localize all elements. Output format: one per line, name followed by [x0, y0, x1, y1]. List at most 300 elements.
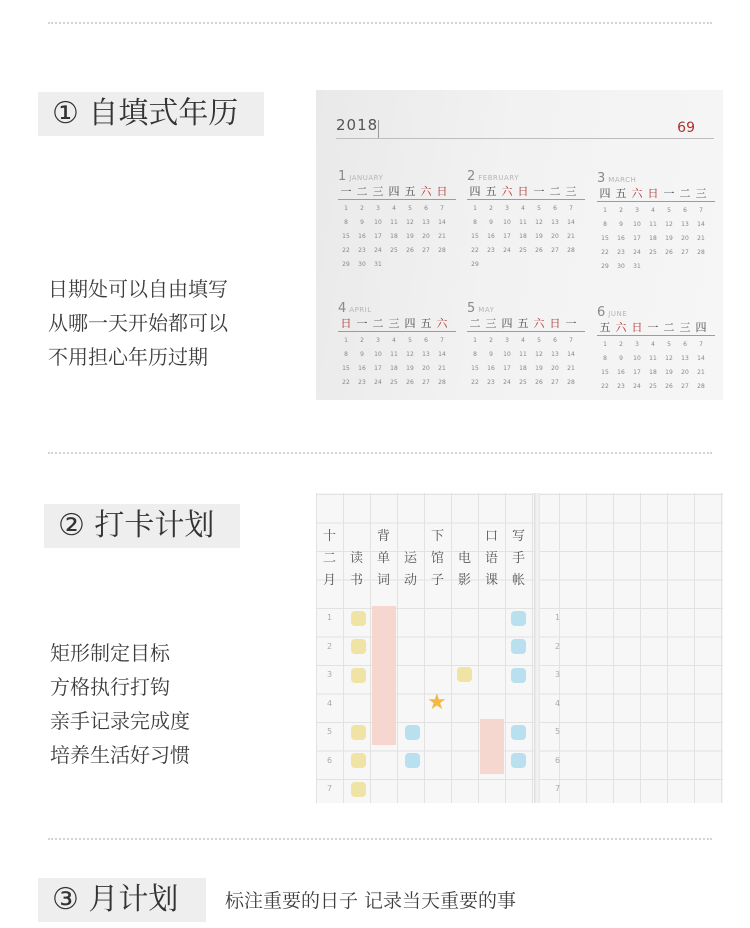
day-number: 24	[633, 383, 641, 390]
day-number: 26	[665, 383, 673, 390]
weekday-label: 五	[420, 317, 432, 330]
weekday-label: 三	[565, 185, 577, 198]
day-number: 28	[567, 379, 575, 386]
day-number: 15	[342, 365, 350, 372]
day-number: 1	[473, 337, 477, 344]
weekday-row	[338, 184, 456, 200]
day-number: 18	[390, 233, 398, 240]
day-number: 8	[344, 351, 348, 358]
section-heading-checkin: ② 打卡计划	[44, 504, 240, 548]
month-block	[338, 300, 456, 389]
header-char: 影	[457, 573, 471, 588]
row-number: 6	[326, 755, 333, 765]
day-number: 19	[535, 233, 543, 240]
check-dot	[511, 753, 526, 768]
month-name: MARCH	[608, 176, 637, 184]
check-dot	[351, 611, 366, 626]
day-number: 25	[649, 249, 657, 256]
month-title	[338, 300, 456, 316]
day-number: 17	[374, 365, 382, 372]
weekday-label: 四	[388, 185, 400, 198]
yearly-calendar-photo	[316, 90, 723, 400]
weekday-label: 六	[615, 321, 627, 334]
row-number-right: 7	[554, 784, 561, 793]
day-number: 6	[683, 207, 687, 214]
day-number: 14	[567, 351, 575, 358]
weekday-label: 五	[599, 321, 611, 334]
day-number: 2	[489, 205, 493, 212]
divider-1	[48, 452, 712, 454]
day-number: 27	[681, 383, 689, 390]
day-number: 2	[619, 207, 623, 214]
day-number: 13	[681, 221, 689, 228]
day-number: 4	[651, 341, 655, 348]
tracker-column-header	[370, 526, 397, 592]
day-grid	[338, 335, 456, 389]
yearly-line-3: 不用担心年历过期	[48, 345, 208, 369]
day-number: 20	[681, 369, 689, 376]
page-number: 69	[677, 120, 695, 136]
day-number: 7	[569, 337, 573, 344]
weekday-label: 二	[663, 321, 675, 334]
day-number: 9	[360, 351, 364, 358]
day-number: 16	[358, 365, 366, 372]
header-char: 帐	[511, 573, 525, 588]
day-number: 21	[438, 233, 446, 240]
top-divider	[48, 22, 712, 24]
row-number-right: 4	[554, 698, 561, 708]
day-number: 19	[665, 369, 673, 376]
day-number: 14	[567, 219, 575, 226]
month-number: 4	[338, 301, 347, 316]
day-number: 29	[342, 261, 350, 268]
weekday-label: 日	[517, 185, 529, 198]
day-number: 23	[487, 247, 495, 254]
day-number: 27	[422, 379, 430, 386]
header-char: 月	[322, 573, 336, 588]
header-char	[397, 526, 424, 548]
day-number: 17	[633, 235, 641, 242]
weekday-row	[597, 186, 715, 202]
weekday-row	[597, 320, 715, 336]
day-number: 13	[551, 219, 559, 226]
day-number: 6	[553, 337, 557, 344]
day-number: 18	[390, 365, 398, 372]
day-number: 6	[683, 341, 687, 348]
header-char: 单	[376, 551, 390, 566]
progress-bar-vocab	[372, 606, 396, 745]
checkin-description	[50, 636, 190, 772]
day-number: 23	[617, 249, 625, 256]
day-number: 1	[473, 205, 477, 212]
day-number: 11	[390, 351, 398, 358]
day-number: 12	[665, 355, 673, 362]
check-dot	[405, 725, 420, 740]
day-number: 22	[601, 249, 609, 256]
month-name: JUNE	[608, 310, 628, 318]
habit-tracker-photo	[316, 493, 723, 803]
day-number: 31	[633, 263, 641, 270]
day-number: 10	[503, 219, 511, 226]
yearly-description	[48, 272, 228, 374]
tracker-column-header	[478, 526, 505, 592]
day-number: 7	[569, 205, 573, 212]
header-char: 手	[511, 551, 525, 566]
weekday-label: 五	[615, 187, 627, 200]
check-dot	[511, 725, 526, 740]
day-number: 3	[635, 207, 639, 214]
year-rule	[336, 138, 714, 139]
day-number: 16	[617, 235, 625, 242]
month-block	[467, 300, 585, 389]
header-char: 二	[322, 551, 336, 566]
day-grid	[338, 203, 456, 271]
weekday-label: 四	[501, 317, 513, 330]
weekday-label: 三	[485, 317, 497, 330]
weekday-row	[467, 316, 585, 332]
day-number: 15	[601, 235, 609, 242]
day-number: 30	[358, 261, 366, 268]
check-dot	[351, 782, 366, 797]
day-number: 23	[617, 383, 625, 390]
weekday-label: 二	[372, 317, 384, 330]
header-char	[343, 526, 370, 548]
day-number: 22	[471, 379, 479, 386]
day-number: 7	[699, 341, 703, 348]
day-number: 11	[519, 351, 527, 358]
weekday-row	[338, 316, 456, 332]
month-name: APRIL	[349, 306, 372, 314]
day-number: 4	[521, 337, 525, 344]
day-number: 4	[521, 205, 525, 212]
weekday-label: 三	[679, 321, 691, 334]
row-number: 4	[326, 698, 333, 708]
day-number: 24	[374, 379, 382, 386]
month-title	[597, 170, 715, 186]
month-title	[597, 304, 715, 320]
progress-bar-oral	[480, 719, 504, 774]
day-number: 28	[438, 379, 446, 386]
day-number: 26	[665, 249, 673, 256]
row-number: 2	[326, 641, 333, 651]
weekday-label: 日	[340, 317, 352, 330]
day-number: 8	[603, 221, 607, 228]
day-number: 23	[358, 247, 366, 254]
check-dot	[351, 753, 366, 768]
day-number: 9	[619, 221, 623, 228]
month-number: 6	[597, 305, 606, 320]
weekday-label: 五	[517, 317, 529, 330]
day-number: 1	[603, 341, 607, 348]
day-number: 2	[619, 341, 623, 348]
day-number: 18	[519, 365, 527, 372]
divider-2	[48, 838, 712, 840]
weekday-label: 一	[565, 317, 577, 330]
header-char: 课	[484, 573, 498, 588]
weekday-label: 日	[631, 321, 643, 334]
day-grid	[467, 203, 585, 271]
weekday-label: 五	[404, 185, 416, 198]
day-number: 4	[392, 337, 396, 344]
day-number: 25	[519, 379, 527, 386]
checkin-line-3: 亲手记录完成度	[50, 709, 190, 733]
day-number: 15	[601, 369, 609, 376]
day-number: 26	[406, 247, 414, 254]
day-number: 30	[617, 263, 625, 270]
day-number: 1	[344, 205, 348, 212]
day-number: 11	[519, 219, 527, 226]
day-number: 27	[551, 247, 559, 254]
day-number: 25	[390, 379, 398, 386]
weekday-label: 四	[599, 187, 611, 200]
month-number: 2	[467, 169, 476, 184]
day-number: 25	[390, 247, 398, 254]
day-number: 3	[376, 205, 380, 212]
day-number: 27	[551, 379, 559, 386]
yearly-line-1: 日期处可以自由填写	[48, 277, 228, 301]
day-number: 24	[633, 249, 641, 256]
day-number: 10	[374, 219, 382, 226]
weekday-label: 二	[679, 187, 691, 200]
day-number: 7	[699, 207, 703, 214]
monthly-description: 标注重要的日子 记录当天重要的事	[225, 890, 517, 912]
checkin-line-4: 培养生活好习惯	[50, 743, 190, 767]
day-number: 9	[489, 219, 493, 226]
tracker-column-header	[316, 526, 343, 592]
check-dot	[351, 639, 366, 654]
weekday-label: 一	[647, 321, 659, 334]
day-number: 24	[374, 247, 382, 254]
day-number: 12	[406, 219, 414, 226]
day-number: 21	[567, 233, 575, 240]
day-number: 15	[471, 233, 479, 240]
check-dot	[511, 668, 526, 683]
weekday-label: 四	[469, 185, 481, 198]
check-dot	[511, 639, 526, 654]
row-number-right: 1	[554, 613, 561, 622]
day-number: 10	[633, 355, 641, 362]
day-number: 8	[344, 219, 348, 226]
weekday-label: 四	[695, 321, 707, 334]
weekday-label: 六	[420, 185, 432, 198]
day-number: 18	[519, 233, 527, 240]
weekday-label: 六	[436, 317, 448, 330]
day-number: 4	[392, 205, 396, 212]
day-number: 3	[635, 341, 639, 348]
day-number: 12	[535, 351, 543, 358]
day-number: 20	[551, 233, 559, 240]
day-number: 9	[360, 219, 364, 226]
day-number: 31	[374, 261, 382, 268]
day-number: 3	[376, 337, 380, 344]
calendar-year: 2018	[336, 116, 379, 134]
notebook-spine	[534, 493, 540, 803]
checkin-line-1: 矩形制定目标	[50, 641, 170, 665]
day-number: 11	[649, 355, 657, 362]
day-number: 10	[633, 221, 641, 228]
day-number: 21	[438, 365, 446, 372]
star-sticker-icon: ★	[427, 690, 447, 715]
weekday-label: 日	[436, 185, 448, 198]
day-number: 2	[489, 337, 493, 344]
row-number: 3	[326, 670, 333, 679]
day-number: 14	[438, 351, 446, 358]
weekday-label: 三	[372, 185, 384, 198]
day-number: 2	[360, 205, 364, 212]
header-char: 电	[457, 551, 471, 566]
day-number: 5	[537, 205, 541, 212]
weekday-label: 日	[549, 317, 561, 330]
day-number: 19	[406, 365, 414, 372]
day-number: 9	[489, 351, 493, 358]
weekday-label: 三	[388, 317, 400, 330]
tracker-column-header	[397, 526, 424, 592]
day-number: 5	[408, 337, 412, 344]
day-number: 23	[487, 379, 495, 386]
day-number: 20	[422, 365, 430, 372]
weekday-label: 一	[340, 185, 352, 198]
month-block	[597, 170, 715, 273]
month-number: 5	[467, 301, 476, 316]
day-number: 18	[649, 235, 657, 242]
day-number: 15	[342, 233, 350, 240]
day-number: 14	[438, 219, 446, 226]
day-grid	[597, 339, 715, 393]
day-number: 20	[422, 233, 430, 240]
check-dot	[405, 753, 420, 768]
day-number: 16	[358, 233, 366, 240]
day-number: 27	[681, 249, 689, 256]
month-title	[338, 168, 456, 184]
day-number: 12	[535, 219, 543, 226]
day-number: 3	[505, 205, 509, 212]
day-number: 5	[537, 337, 541, 344]
day-number: 5	[667, 207, 671, 214]
weekday-label: 三	[695, 187, 707, 200]
header-char: 背	[376, 529, 390, 544]
day-number: 27	[422, 247, 430, 254]
weekday-label: 二	[356, 185, 368, 198]
day-number: 20	[681, 235, 689, 242]
day-number: 6	[424, 337, 428, 344]
row-number-right: 2	[554, 641, 561, 651]
day-number: 5	[667, 341, 671, 348]
month-title	[467, 300, 585, 316]
header-char: 馆	[430, 551, 444, 566]
day-number: 17	[633, 369, 641, 376]
day-number: 25	[519, 247, 527, 254]
day-number: 29	[471, 261, 479, 268]
day-number: 19	[665, 235, 673, 242]
day-number: 26	[535, 247, 543, 254]
day-number: 4	[651, 207, 655, 214]
header-char: 运	[403, 551, 417, 566]
header-char: 十	[322, 529, 336, 544]
day-number: 16	[617, 369, 625, 376]
day-number: 28	[438, 247, 446, 254]
checkin-line-2: 方格执行打钩	[50, 675, 170, 699]
month-name: MAY	[478, 306, 495, 314]
day-number: 11	[649, 221, 657, 228]
day-number: 10	[503, 351, 511, 358]
header-char: 写	[511, 529, 525, 544]
weekday-label: 日	[647, 187, 659, 200]
day-number: 6	[553, 205, 557, 212]
day-number: 8	[473, 351, 477, 358]
day-number: 28	[697, 383, 705, 390]
day-number: 17	[374, 233, 382, 240]
day-number: 25	[649, 383, 657, 390]
day-number: 24	[503, 247, 511, 254]
header-char: 下	[430, 529, 444, 544]
day-number: 22	[342, 247, 350, 254]
day-number: 18	[649, 369, 657, 376]
day-number: 22	[471, 247, 479, 254]
day-number: 21	[697, 235, 705, 242]
weekday-label: 五	[485, 185, 497, 198]
day-number: 13	[681, 355, 689, 362]
weekday-label: 一	[663, 187, 675, 200]
month-title	[467, 168, 585, 184]
row-number: 5	[326, 727, 333, 736]
header-char: 口	[484, 529, 498, 544]
day-number: 9	[619, 355, 623, 362]
header-char	[451, 526, 478, 548]
day-number: 21	[567, 365, 575, 372]
day-number: 15	[471, 365, 479, 372]
day-number: 11	[390, 219, 398, 226]
day-number: 13	[551, 351, 559, 358]
day-number: 16	[487, 233, 495, 240]
row-number-right: 5	[554, 727, 561, 736]
weekday-label: 六	[631, 187, 643, 200]
day-number: 17	[503, 365, 511, 372]
day-number: 23	[358, 379, 366, 386]
weekday-label: 一	[533, 185, 545, 198]
tracker-column-header	[451, 526, 478, 592]
year-separator	[378, 120, 379, 138]
section-heading-monthly: ③ 月计划	[38, 878, 206, 922]
weekday-label: 二	[469, 317, 481, 330]
day-number: 3	[505, 337, 509, 344]
yearly-line-2: 从哪一天开始都可以	[48, 311, 228, 335]
day-number: 26	[535, 379, 543, 386]
month-block	[597, 304, 715, 393]
day-number: 14	[697, 355, 705, 362]
day-number: 22	[342, 379, 350, 386]
month-name: FEBRUARY	[478, 174, 520, 182]
day-number: 20	[551, 365, 559, 372]
day-number: 8	[603, 355, 607, 362]
header-char: 动	[403, 573, 417, 588]
day-number: 1	[603, 207, 607, 214]
day-grid	[597, 205, 715, 273]
section-heading-yearly: ① 自填式年历	[38, 92, 264, 136]
day-number: 8	[473, 219, 477, 226]
day-number: 19	[535, 365, 543, 372]
row-number: 1	[326, 613, 333, 622]
tracker-column-header	[424, 526, 451, 592]
day-number: 7	[440, 205, 444, 212]
day-number: 7	[440, 337, 444, 344]
day-number: 21	[697, 369, 705, 376]
day-number: 26	[406, 379, 414, 386]
check-dot	[351, 668, 366, 683]
check-dot	[511, 611, 526, 626]
day-number: 14	[697, 221, 705, 228]
day-number: 17	[503, 233, 511, 240]
day-number: 12	[406, 351, 414, 358]
